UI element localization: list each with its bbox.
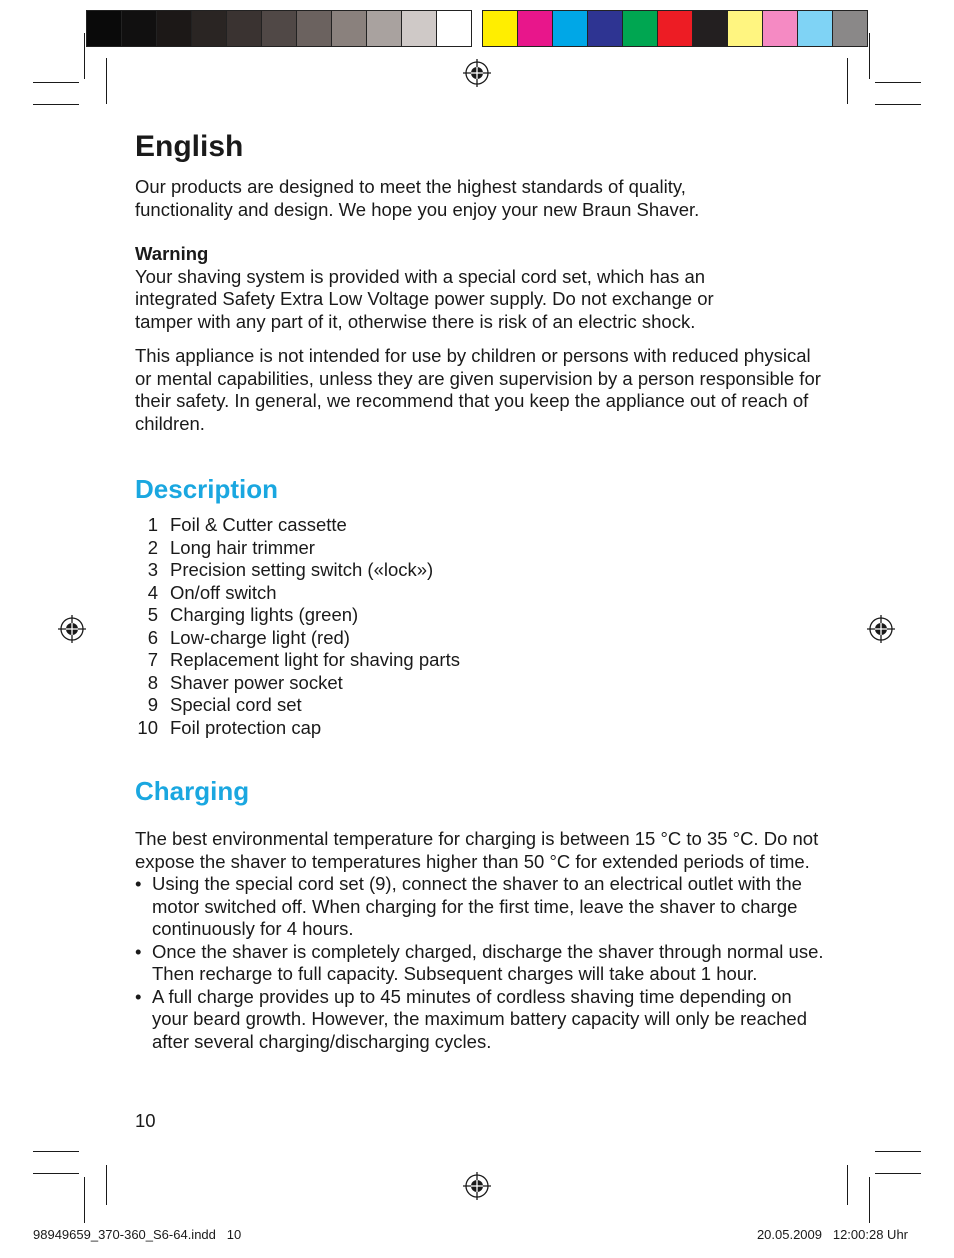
crop-mark bbox=[847, 1165, 848, 1205]
item-label: Low-charge light (red) bbox=[170, 626, 350, 648]
bullet-icon: • bbox=[135, 873, 142, 894]
list-item bbox=[135, 649, 835, 672]
color-swatch bbox=[297, 11, 332, 46]
color-swatch bbox=[192, 11, 227, 46]
crop-mark bbox=[106, 58, 107, 104]
warning-paragraph-1: Your shaving system is provided with a special cord set, which has an integrated Safety Extra Low Voltage power supply. Do not exchange or tamper with any part of it, otherwise there is risk of an electric shock. bbox=[135, 265, 714, 332]
crop-mark bbox=[33, 1173, 79, 1174]
registration-mark-icon bbox=[867, 615, 895, 643]
section-charging bbox=[135, 776, 835, 1053]
item-number: 5 bbox=[147, 604, 158, 625]
list-item bbox=[135, 873, 825, 941]
item-label: Shaver power socket bbox=[170, 671, 343, 693]
color-swatch bbox=[728, 11, 763, 46]
item-label: Precision setting switch («lock») bbox=[170, 559, 434, 580]
item-label: Foil protection cap bbox=[170, 716, 322, 738]
slug-datetime: 20.05.2009 12:00:28 Uhr bbox=[756, 1227, 908, 1242]
crop-mark bbox=[875, 1151, 921, 1152]
color-swatch bbox=[658, 11, 693, 46]
color-swatch bbox=[367, 11, 402, 46]
registration-mark-icon bbox=[58, 615, 86, 643]
item-number: 8 bbox=[147, 671, 158, 693]
crop-mark bbox=[875, 82, 921, 83]
process-color-bar bbox=[482, 10, 868, 47]
item-label: Special cord set bbox=[170, 694, 302, 715]
crop-mark bbox=[106, 1165, 107, 1205]
list-item bbox=[135, 582, 835, 605]
crop-mark bbox=[84, 33, 85, 79]
grayscale-color-bar bbox=[86, 10, 472, 47]
color-swatch bbox=[798, 11, 833, 46]
color-swatch bbox=[553, 11, 588, 46]
page-number: 10 bbox=[135, 1110, 156, 1131]
bullet-text: Using the special cord set (9), connect the shaver to an electrical outlet with the motor switched off. When charging for the first time, leave the shaver to charge continuously for 4 hours. bbox=[152, 873, 802, 939]
item-number: 2 bbox=[147, 536, 158, 558]
item-number: 10 bbox=[137, 716, 158, 738]
warning-paragraph-2: This appliance is not intended for use by children or persons with reduced physical or mental capabilities, unless they are given supervision by a person responsible for their safety. In general, we recommend that you keep the appliance out of reach of children. bbox=[135, 345, 821, 434]
color-swatch bbox=[518, 11, 553, 46]
color-swatch bbox=[623, 11, 658, 46]
item-number: 3 bbox=[147, 559, 158, 580]
list-item bbox=[135, 717, 835, 740]
bullet-icon: • bbox=[135, 985, 142, 1007]
item-number: 4 bbox=[147, 581, 158, 603]
crop-mark bbox=[33, 1151, 79, 1152]
color-swatch bbox=[157, 11, 192, 46]
item-label: Charging lights (green) bbox=[170, 604, 359, 625]
color-swatch bbox=[262, 11, 297, 46]
item-label: Long hair trimmer bbox=[170, 536, 315, 558]
list-item bbox=[135, 672, 835, 695]
color-swatch bbox=[693, 11, 728, 46]
crop-mark bbox=[869, 33, 870, 79]
item-label: Replacement light for shaving parts bbox=[170, 649, 460, 670]
section-description bbox=[135, 474, 835, 739]
item-label: Foil & Cutter cassette bbox=[170, 514, 347, 535]
item-number: 6 bbox=[147, 626, 158, 648]
crop-mark bbox=[869, 1177, 870, 1223]
list-item bbox=[135, 604, 835, 627]
registration-mark-icon bbox=[463, 1172, 491, 1200]
bullet-icon: • bbox=[135, 940, 142, 962]
list-item bbox=[135, 514, 835, 537]
color-swatch bbox=[588, 11, 623, 46]
color-swatch bbox=[763, 11, 798, 46]
color-swatch bbox=[483, 11, 518, 46]
color-swatch bbox=[87, 11, 122, 46]
slug-file-info: 98949659_370-360_S6-64.indd 10 bbox=[33, 1227, 242, 1242]
crop-mark bbox=[875, 1173, 921, 1174]
page-title: English bbox=[135, 130, 244, 163]
list-item bbox=[135, 627, 835, 650]
charging-heading: Charging bbox=[135, 776, 250, 806]
crop-mark bbox=[33, 82, 79, 83]
list-item bbox=[135, 537, 835, 560]
crop-mark bbox=[875, 104, 921, 105]
charging-intro: The best environmental temperature for charging is between 15 °C to 35 °C. Do not expose the shaver to temperatures higher than 50 °C for extended periods of time. bbox=[135, 828, 819, 872]
color-swatch bbox=[332, 11, 367, 46]
list-item bbox=[135, 694, 835, 717]
color-swatch bbox=[122, 11, 157, 46]
list-item bbox=[135, 941, 825, 986]
bullet-text: A full charge provides up to 45 minutes of cordless shaving time depending on your beard growth. However, the maximum battery capacity will only be reached after several charging/discharging cycles. bbox=[152, 985, 807, 1052]
list-item bbox=[135, 986, 825, 1054]
list-item bbox=[135, 559, 835, 582]
intro-paragraph: Our products are designed to meet the highest standards of quality, functionality and design. We hope you enjoy your new Braun Shaver. bbox=[135, 176, 700, 220]
registration-mark-icon bbox=[463, 59, 491, 87]
charging-bullets bbox=[135, 873, 825, 1053]
color-swatch bbox=[437, 11, 471, 46]
section-english bbox=[135, 130, 835, 435]
bullet-text: Once the shaver is completely charged, discharge the shaver through normal use. Then recharge to full capacity. Subsequent charges will take about 1 hour. bbox=[152, 940, 824, 984]
warning-title: Warning bbox=[135, 243, 209, 264]
item-number: 1 bbox=[147, 514, 158, 535]
item-label: On/off switch bbox=[170, 581, 277, 603]
description-heading: Description bbox=[135, 474, 279, 504]
color-swatch bbox=[402, 11, 437, 46]
color-swatch bbox=[833, 11, 867, 46]
item-number: 9 bbox=[147, 694, 158, 715]
crop-mark bbox=[847, 58, 848, 104]
crop-mark bbox=[33, 104, 79, 105]
color-swatch bbox=[227, 11, 262, 46]
item-number: 7 bbox=[147, 649, 158, 670]
crop-mark bbox=[84, 1177, 85, 1223]
description-list bbox=[135, 514, 835, 739]
